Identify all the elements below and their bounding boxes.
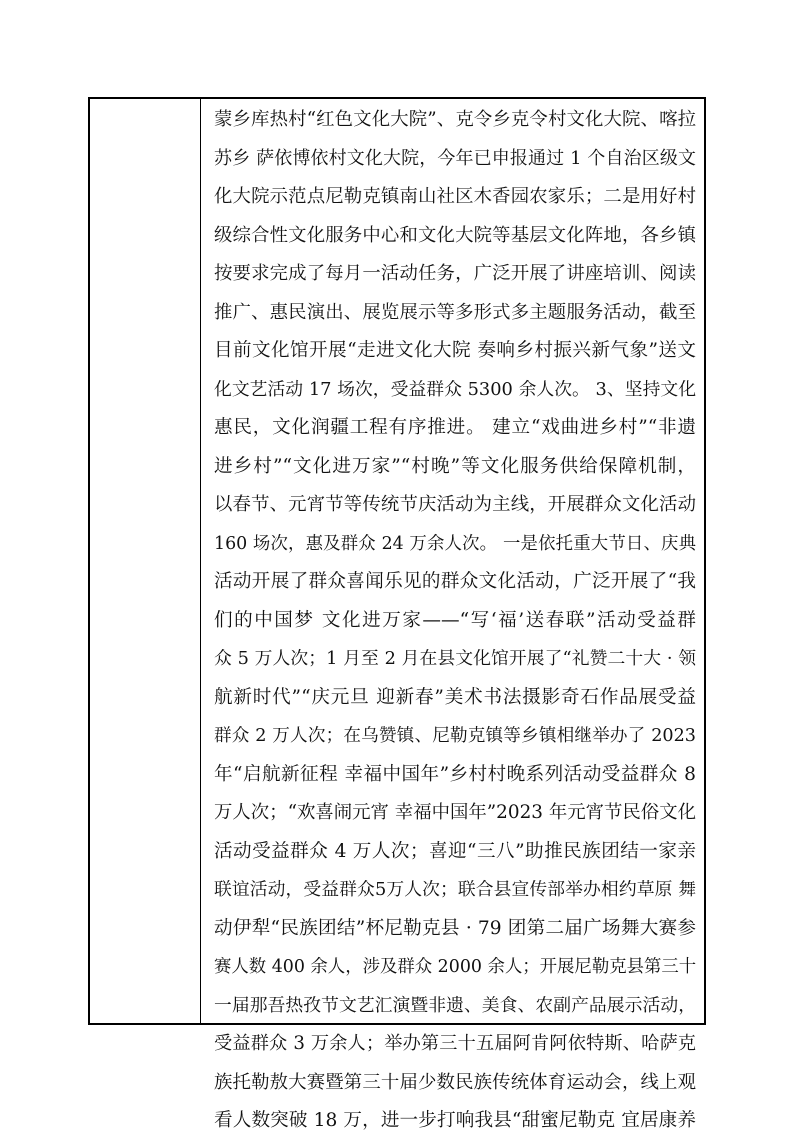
text-line: 苏乡 萨依博依村文化大院，今年已申报通过 1 个自治区级文: [214, 147, 696, 169]
text-line: 以春节、元宵节等传统节庆活动为主线，开展群众文化活动: [214, 494, 696, 515]
text-line: 活动受益群众 4 万人次；喜迎“三八”助推民族团结一家亲: [214, 840, 696, 862]
table-content-cell: [201, 99, 704, 1131]
text-line: 们的中国梦 文化进万家——“写‘福’送春联”活动受益群: [214, 609, 696, 631]
table-left-cell: [90, 99, 200, 1023]
text-line: 年“启航新征程 幸福中国年”乡村村晚系列活动受益群众 8: [214, 763, 696, 785]
text-line: 蒙乡库热村“红色文化大院”、克令乡克令村文化大院、喀拉: [214, 109, 696, 130]
text-line: 惠民，文化润疆工程有序推进。 建立“戏曲进乡村”“非遗: [214, 417, 696, 438]
text-line: 众 5 万人次；1 月至 2 月在县文化馆开展了“礼赞二十大 · 领: [214, 648, 696, 669]
text-line: 活动开展了群众喜闻乐见的群众文化活动，广泛开展了“我: [214, 571, 696, 592]
text-line: 推广、惠民演出、展览展示等多形式多主题服务活动，截至: [214, 301, 696, 323]
text-line: 一届那吾热孜节文艺汇演暨非遗、美食、农副产品展示活动，: [214, 994, 696, 1016]
text-line: 族托勒敖大赛暨第三十届少数民族传统体育运动会，线上观: [214, 1071, 696, 1093]
document-table: [88, 97, 706, 1131]
text-line: 看人数突破 18 万，进一步打响我县“甜蜜尼勒克 宜居康养: [214, 1110, 696, 1131]
text-line: 级综合性文化服务中心和文化大院等基层文化阵地，各乡镇: [214, 224, 696, 246]
text-line: 化大院示范点尼勒克镇南山社区木香园农家乐；二是用好村: [214, 186, 696, 207]
text-line: 目前文化馆开展“走进文化大院 奏响乡村振兴新气象”送文: [214, 340, 696, 361]
text-line: 160 场次，惠及群众 24 万余人次。 一是依托重大节日、庆典: [214, 533, 696, 554]
text-line: 航新时代”“庆元旦 迎新春”美术书法摄影奇石作品展受益: [214, 686, 696, 708]
text-line: 按要求完成了每月一活动任务，广泛开展了讲座培训、阅读: [214, 263, 696, 284]
text-line: 万人次；“欢喜闹元宵 幸福中国年”2023 年元宵节民俗文化: [214, 802, 696, 823]
text-line: 群众 2 万人次；在乌赞镇、尼勒克镇等乡镇相继举办了 2023: [214, 726, 696, 746]
text-line: 赛人数 400 余人，涉及群众 2000 余人；开展尼勒克县第三十: [214, 957, 697, 977]
text-line: 化文艺活动 17 场次，受益群众 5300 余人次。 3、坚持文化: [214, 378, 696, 400]
text-line: 动伊犁“民族团结”杯尼勒克县 · 79 团第二届广场舞大赛参: [214, 917, 696, 939]
text-line: 进乡村”“文化进万家”“村晚”等文化服务供给保障机制，: [214, 455, 696, 477]
text-line: 联谊活动，受益群众5万人次；联合县宣传部举办相约草原 舞: [214, 879, 696, 900]
text-line: 受益群众 3 万余人；举办第三十五届阿肯阿依特斯、哈萨克: [214, 1033, 696, 1054]
